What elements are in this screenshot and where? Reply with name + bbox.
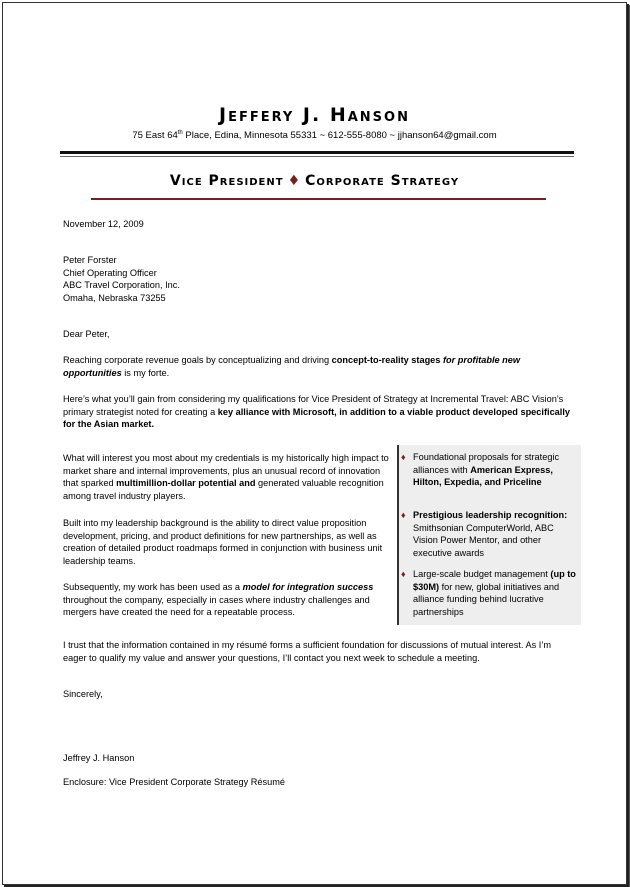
closing: Sincerely, (63, 689, 103, 699)
letter-page (2, 2, 627, 885)
diamond-bullet-icon: ♦ (401, 452, 406, 462)
recipient-address: Peter Forster Chief Operating Officer ABC Travel Corporation, Inc. Omaha, Nebraska 73255 (63, 255, 180, 303)
highlight-item: ♦ Prestigious leadership recognition: Smithsonian ComputerWorld, ABC Vision Power Mentor, and other executive awards (401, 510, 568, 558)
signature-name: Jeffrey J. Hanson (63, 753, 135, 763)
letter-date: November 12, 2009 (63, 219, 144, 229)
paragraph-5: Subsequently, my work has been used as a model for integration success throughout the company, especially in cases where industry challenges and mergers have created the need for a repeatable process. (63, 582, 374, 617)
enclosure-line: Enclosure: Vice President Corporate Strategy Résumé (63, 777, 285, 787)
header-rule-thick (60, 151, 574, 154)
diamond-bullet-icon: ♦ (401, 510, 406, 520)
contact-line: 75 East 64th Place, Edina, Minnesota 55331 ~ 612-555-8080 ~ jjhanson64@gmail.com (132, 130, 497, 142)
diamond-icon: ♦ (287, 173, 302, 189)
paragraph-3: What will interest you most about my credentials is my historically high impact to market share and internal improvements, plus an unusual record of innovation that sparked multimillion-dollar potential and generated valuable recognition among travel industry players. (63, 453, 389, 501)
highlight-item: ♦ Large-scale budget management (up to $30M) for new, global initiatives and alliance funding behind lucrative partnerships (401, 569, 576, 617)
paragraph-4: Built into my leadership background is the ability to direct value proposition development, pricing, and product definitions for new partnerships, as well as creation of detailed product roadmaps formed in conjunction with business unit leadership teams. (63, 518, 383, 566)
paragraph-2: Here’s what you’ll gain from considering my qualifications for Vice President of Strategy at Incremental Travel: ABC Vision’s primary strategist noted for creating a key alliance with Microsoft, in addition to a viable product developed specifically for the Asian market. (63, 394, 571, 429)
header-rule-thin (60, 156, 574, 157)
highlights-sidebar (397, 445, 581, 625)
title-rule (91, 198, 546, 200)
diamond-bullet-icon: ♦ (401, 569, 406, 579)
position-title: Vice President ♦ Corporate Strategy (169, 173, 460, 189)
paragraph-1: Reaching corporate revenue goals by conceptualizing and driving concept-to-reality stages for profitable new opportunities is my forte. (63, 355, 521, 378)
highlight-item: ♦ Foundational proposals for strategic alliances with American Express, Hilton, Expedia, and Priceline (401, 452, 560, 487)
salutation: Dear Peter, (63, 329, 110, 339)
applicant-name: Jeffery J. Hanson (219, 104, 410, 126)
paragraph-6: I trust that the information contained in my résumé forms a sufficient foundation for discussions of mutual interest. As I’m eager to qualify my value and answer your questions, I’ll contact you next week to schedule a meeting. (63, 640, 552, 663)
